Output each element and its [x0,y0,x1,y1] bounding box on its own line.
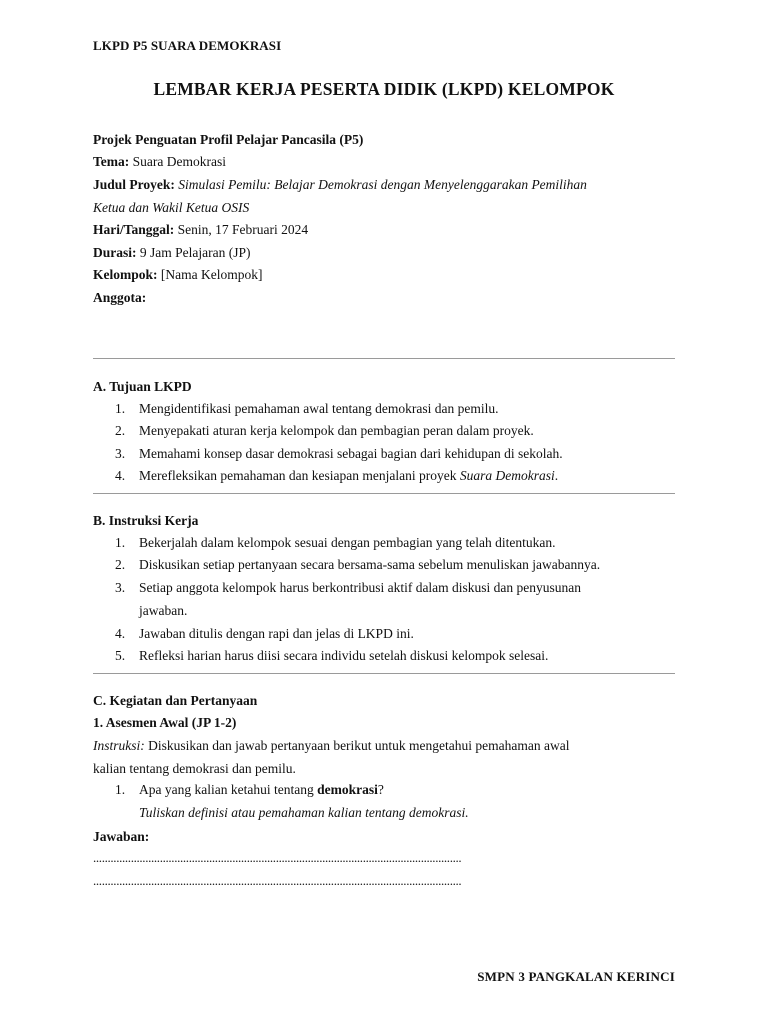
judul-label: Judul Proyek: [93,177,175,192]
document-header: LKPD P5 SUARA DEMOKRASI [93,38,282,53]
list-item: Refleksi harian harus diisi secara individu setelah diskusi kelompok selesai. [139,648,549,663]
question-hint: Tuliskan definisi atau pemahaman kalian tentang demokrasi. [139,805,469,820]
list-item: Mengidentifikasi pemahaman awal tentang demokrasi dan pemilu. [139,401,499,416]
project-name: Suara Demokrasi [459,468,555,483]
instruksi-text: Diskusikan dan jawab pertanyaan berikut untuk mengetahui pemahaman awal [144,738,570,753]
list-item: Diskusikan setiap pertanyaan secara bersama-sama sebelum menuliskan jawabannya. [139,557,601,572]
instruksi-text-cont: kalian tentang demokrasi dan pemilu. [93,761,296,776]
list-item-text: Merefleksikan pemahaman dan kesiapan menjalani proyek [139,468,460,483]
list-number: 4. [115,626,126,641]
list-number: 4. [115,468,126,483]
divider [93,673,675,674]
question-after: ? [377,782,384,797]
hari-value: Senin, 17 Februari 2024 [174,222,309,237]
tema-value: Suara Demokrasi [129,154,226,169]
program-name: Projek Penguatan Profil Pelajar Pancasila (P5) [93,132,364,147]
tema-label: Tema: [93,154,130,169]
question-text [139,782,384,798]
document-footer: SMPN 3 PANGKALAN KERINCI [477,969,675,984]
judul-value-cont: Ketua dan Wakil Ketua OSIS [93,200,250,215]
durasi-row [93,244,250,262]
instruksi-row [93,737,570,755]
kelompok-label: Kelompok: [93,267,158,282]
divider [93,358,675,359]
list-item: Memahami konsep dasar demokrasi sebagai bagian dari kehidupan di sekolah. [139,446,563,461]
question-keyword: demokrasi [317,782,378,797]
list-number: 3. [115,446,126,461]
hari-label: Hari/Tanggal: [93,222,175,237]
section-b-heading: B. Instruksi Kerja [93,513,199,528]
question-number: 1. [115,782,126,797]
instruksi-label: Instruksi: [93,738,145,753]
list-number: 2. [115,557,126,572]
list-number: 1. [115,401,126,416]
anggota-label: Anggota: [93,290,147,305]
answer-line[interactable]: ............................................................................................................................... [93,850,462,865]
list-item: Menyepakati aturan kerja kelompok dan pembagian peran dalam proyek. [139,423,534,438]
list-item: Setiap anggota kelompok harus berkontribusi aktif dalam diskusi dan penyusunan [139,580,582,595]
document-title: LEMBAR KERJA PESERTA DIDIK (LKPD) KELOMPOK [153,79,615,99]
answer-line[interactable]: ............................................................................................................................... [93,873,462,888]
list-number: 5. [115,648,126,663]
jawaban-label: Jawaban: [93,829,150,844]
list-number: 2. [115,423,126,438]
list-number: 1. [115,535,126,550]
section-c-heading: C. Kegiatan dan Pertanyaan [93,693,258,708]
hari-row [93,221,308,239]
list-item: Jawaban ditulis dengan rapi dan jelas di LKPD ini. [139,626,414,641]
list-item [139,468,558,484]
list-item-cont: jawaban. [139,603,188,618]
judul-value: Simulasi Pemilu: Belajar Demokrasi dengan Menyelenggarakan Pemilihan [174,177,587,192]
list-number: 3. [115,580,126,595]
asesmen-heading: 1. Asesmen Awal (JP 1-2) [93,715,237,730]
section-a-heading: A. Tujuan LKPD [93,379,192,394]
question-before: Apa yang kalian ketahui tentang [139,782,318,797]
kelompok-value: [Nama Kelompok] [157,267,263,282]
durasi-value: 9 Jam Pelajaran (JP) [136,245,251,260]
list-item: Bekerjalah dalam kelompok sesuai dengan pembagian yang telah ditentukan. [139,535,556,550]
judul-row [93,176,587,194]
durasi-label: Durasi: [93,245,137,260]
list-item-end: . [554,468,559,483]
tema-row [93,153,226,171]
kelompok-row [93,266,262,284]
divider [93,493,675,494]
